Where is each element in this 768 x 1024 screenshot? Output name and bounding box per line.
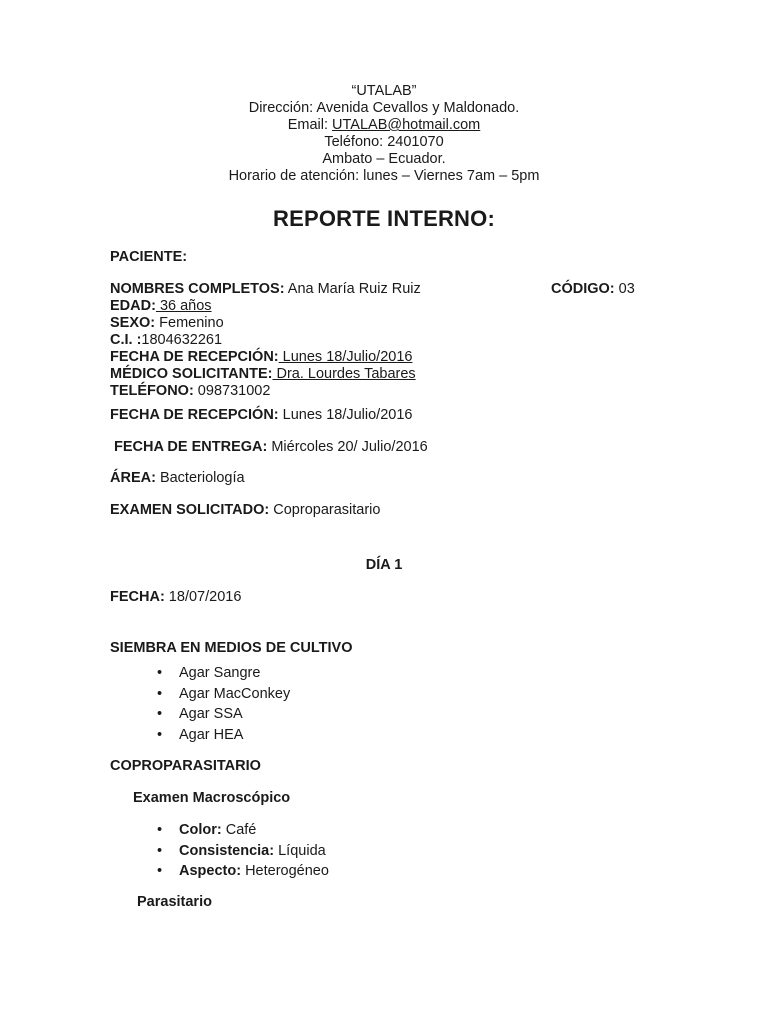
list-item [110, 820, 329, 841]
bullet-icon: • [157, 706, 163, 722]
patient-doctor-row [110, 366, 416, 383]
patient-age-row [110, 298, 212, 315]
list-item [110, 725, 290, 746]
bullet-icon: • [157, 685, 163, 702]
list-item [110, 841, 329, 862]
date-row [110, 589, 241, 606]
lab-address: Dirección: Avenida Cevallos y Maldonado. [248, 100, 520, 116]
patient-reception-row [110, 349, 412, 366]
list-item [110, 704, 290, 725]
culture-media-label: Agar SSA [179, 706, 243, 722]
bullet-icon: • [157, 863, 163, 879]
sex-value: Femenino [155, 315, 224, 331]
reception-value: Lunes 18/Julio/2016 [278, 349, 413, 365]
culture-media-label: Agar HEA [179, 726, 244, 743]
reception-label-2: FECHA DE RECEPCIÓN: [110, 407, 279, 423]
culture-media-list [110, 663, 290, 745]
lab-city: Ambato – Ecuador. [322, 151, 446, 167]
code-label: CÓDIGO: [551, 281, 615, 297]
code-value: 03 [614, 281, 635, 297]
macro-list [110, 820, 329, 882]
phone-label: TELÉFONO: [110, 383, 194, 399]
patient-ci-row [110, 332, 222, 349]
list-item [110, 663, 290, 684]
lab-name: “UTALAB” [351, 83, 417, 99]
bullet-icon: • [157, 822, 163, 838]
parasit-heading: Parasitario [137, 894, 212, 910]
delivery-row [114, 439, 428, 456]
age-value: 36 años [155, 298, 212, 314]
area-label: ÁREA: [110, 470, 156, 486]
macro-value: Líquida [274, 842, 326, 859]
list-item [110, 684, 290, 705]
email-label: Email: [287, 117, 333, 133]
macro-label: Aspecto: [179, 863, 242, 879]
email-link[interactable]: UTALAB@hotmail.com [332, 117, 481, 133]
macro-heading: Examen Macroscópico [133, 790, 291, 806]
doctor-label: MÉDICO SOLICITANTE: [110, 366, 273, 382]
date-label: FECHA: [110, 589, 165, 605]
macro-label: Color: [179, 822, 222, 838]
bullet-icon: • [157, 665, 163, 681]
phone-value: 098731002 [193, 383, 271, 399]
patient-phone-row [110, 383, 270, 400]
culture-media-label: Agar Sangre [179, 665, 261, 681]
delivery-label: FECHA DE ENTREGA: [114, 439, 268, 455]
names-label: NOMBRES COMPLETOS: [110, 281, 285, 297]
lab-email-line [0, 117, 768, 134]
report-title: REPORTE INTERNO: [273, 206, 495, 231]
age-label: EDAD: [110, 298, 156, 314]
area-row [110, 470, 245, 487]
sex-label: SEXO: [110, 315, 156, 331]
lab-hours: Horario de atención: lunes – Viernes 7am – 5pm [228, 168, 540, 184]
reception-label: FECHA DE RECEPCIÓN: [110, 349, 279, 365]
patient-names-row [110, 281, 421, 298]
ci-value: 1804632261 [141, 332, 223, 348]
patient-sex-row [110, 315, 224, 332]
exam-value: Coproparasitario [269, 502, 381, 518]
doctor-value: Dra. Lourdes Tabares [272, 366, 416, 382]
macro-label: Consistencia: [179, 842, 275, 859]
macro-value: Heterogéneo [241, 863, 329, 879]
exam-label: EXAMEN SOLICITADO: [110, 502, 270, 518]
reception-value-2: Lunes 18/Julio/2016 [278, 407, 413, 423]
patient-code-row [551, 281, 635, 298]
lab-header [0, 83, 768, 185]
macro-value: Café [221, 822, 257, 838]
culture-heading: SIEMBRA EN MEDIOS DE CULTIVO [110, 640, 353, 656]
ci-label: C.I. : [110, 332, 142, 348]
day-heading: DÍA 1 [365, 557, 403, 573]
exam-row [110, 502, 380, 519]
lab-phone: Teléfono: 2401070 [324, 134, 444, 150]
bullet-icon: • [157, 726, 163, 743]
bullet-icon: • [157, 842, 163, 859]
patient-heading: PACIENTE: [110, 249, 188, 265]
date-value: 18/07/2016 [164, 589, 242, 605]
copro-heading: COPROPARASITARIO [110, 758, 261, 774]
area-value: Bacteriología [155, 470, 245, 486]
list-item [110, 861, 329, 882]
names-value: Ana María Ruiz Ruiz [284, 281, 421, 297]
culture-media-label: Agar MacConkey [179, 685, 291, 702]
delivery-value: Miércoles 20/ Julio/2016 [267, 439, 428, 455]
reception-row [110, 407, 412, 424]
